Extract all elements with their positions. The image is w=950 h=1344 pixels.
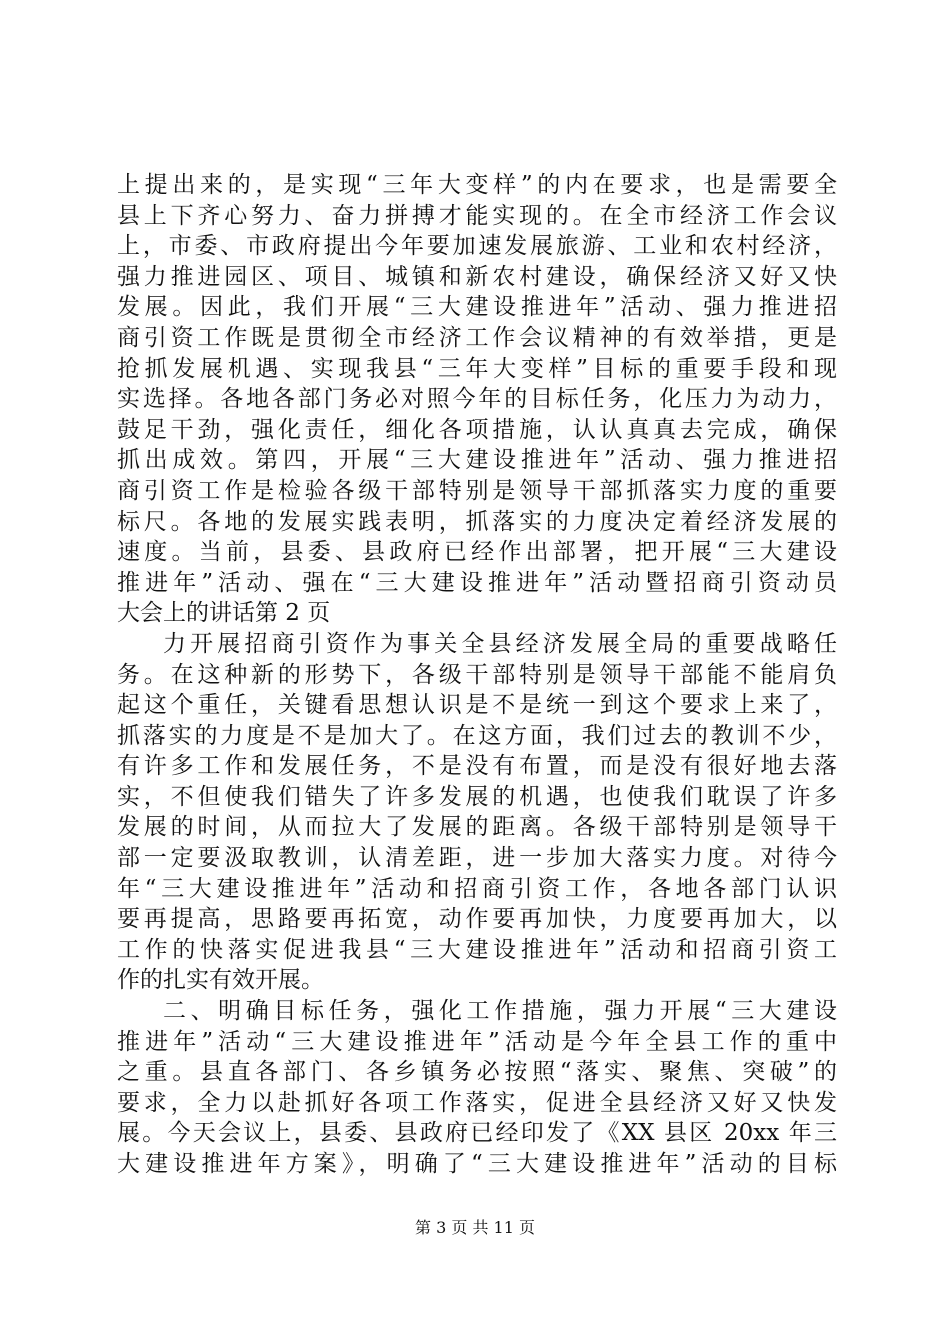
text-line: 之重。县直各部门、各乡镇务必按照“落实、聚焦、突破”的 bbox=[117, 1059, 837, 1086]
text-line: 实，不但使我们错失了许多发展的机遇，也使我们耽误了许多 bbox=[117, 783, 837, 810]
text-line: 要求，全力以赴抓好各项工作落实，促进全县经济又好又快发 bbox=[117, 1089, 837, 1116]
text-line: 实选择。各地各部门务必对照今年的目标任务，化压力为动力， bbox=[117, 386, 837, 413]
text-line: 上，市委、市政府提出今年要加速发展旅游、工业和农村经济， bbox=[117, 233, 837, 260]
text-line: 起这个重任，关键看思想认识是不是统一到这个要求上来了， bbox=[117, 692, 837, 719]
text-line: 抢抓发展机遇、实现我县“三年大变样”目标的重要手段和现 bbox=[117, 355, 837, 382]
text-line: 发展的时间，从而拉大了发展的距离。各级干部特别是领导干 bbox=[117, 814, 837, 841]
text-line: 要再提高，思路要再拓宽，动作要再加快，力度要再加大，以 bbox=[117, 906, 837, 933]
text-line: 展。今天会议上，县委、县政府已经印发了《XX 县区 20xx 年三 bbox=[117, 1120, 837, 1147]
text-line: 作的扎实有效开展。 bbox=[117, 967, 324, 994]
text-line: 县上下齐心努力、奋力拼搏才能实现的。在全市经济工作会议 bbox=[117, 202, 837, 229]
page-footer: 第 3 页 共 11 页 bbox=[415, 1218, 535, 1237]
text-line: 有许多工作和发展任务，不是没有布置，而是没有很好地去落 bbox=[117, 753, 837, 780]
text-line: 二、明确目标任务，强化工作措施，强力开展“三大建设 bbox=[163, 998, 837, 1025]
text-line: 强力推进园区、项目、城镇和新农村建设，确保经济又好又快 bbox=[117, 263, 837, 290]
text-line: 力开展招商引资作为事关全县经济发展全局的重要战略任 bbox=[163, 630, 837, 657]
text-line: 务。在这种新的形势下，各级干部特别是领导干部能不能肩负 bbox=[117, 661, 837, 688]
document-body bbox=[117, 170, 837, 1180]
text-line: 大建设推进年方案》，明确了“三大建设推进年”活动的目标 bbox=[117, 1151, 837, 1177]
text-line: 工作的快落实促进我县“三大建设推进年”活动和招商引资工 bbox=[117, 936, 837, 963]
text-line: 抓落实的力度是不是加大了。在这方面，我们过去的教训不少， bbox=[117, 722, 837, 749]
text-line: 抓出成效。第四，开展“三大建设推进年”活动、强力推进招 bbox=[117, 447, 837, 474]
text-line: 年“三大建设推进年”活动和招商引资工作，各地各部门认识 bbox=[117, 875, 837, 902]
text-line: 鼓足干劲，强化责任，细化各项措施，认认真真去完成，确保 bbox=[117, 416, 837, 443]
text-line: 推进年”活动“三大建设推进年”活动是今年全县工作的重中 bbox=[117, 1028, 837, 1055]
text-line: 发展。因此，我们开展“三大建设推进年”活动、强力推进招 bbox=[117, 294, 837, 321]
text-line: 速度。当前，县委、县政府已经作出部署，把开展“三大建设 bbox=[117, 539, 837, 566]
text-line: 商引资工作既是贯彻全市经济工作会议精神的有效举措，更是 bbox=[117, 324, 837, 351]
text-line: 标尺。各地的发展实践表明，抓落实的力度决定着经济发展的 bbox=[117, 508, 837, 535]
text-line: 上提出来的，是实现“三年大变样”的内在要求，也是需要全 bbox=[117, 172, 837, 198]
text-line: 商引资工作是检验各级干部特别是领导干部抓落实力度的重要 bbox=[117, 477, 837, 504]
text-line: 部一定要汲取教训，认清差距，进一步加大落实力度。对待今 bbox=[117, 845, 837, 872]
text-line: 推进年”活动、强在“三大建设推进年”活动暨招商引资动员 bbox=[117, 569, 837, 596]
text-line: 大会上的讲话第 2 页 bbox=[117, 600, 331, 627]
